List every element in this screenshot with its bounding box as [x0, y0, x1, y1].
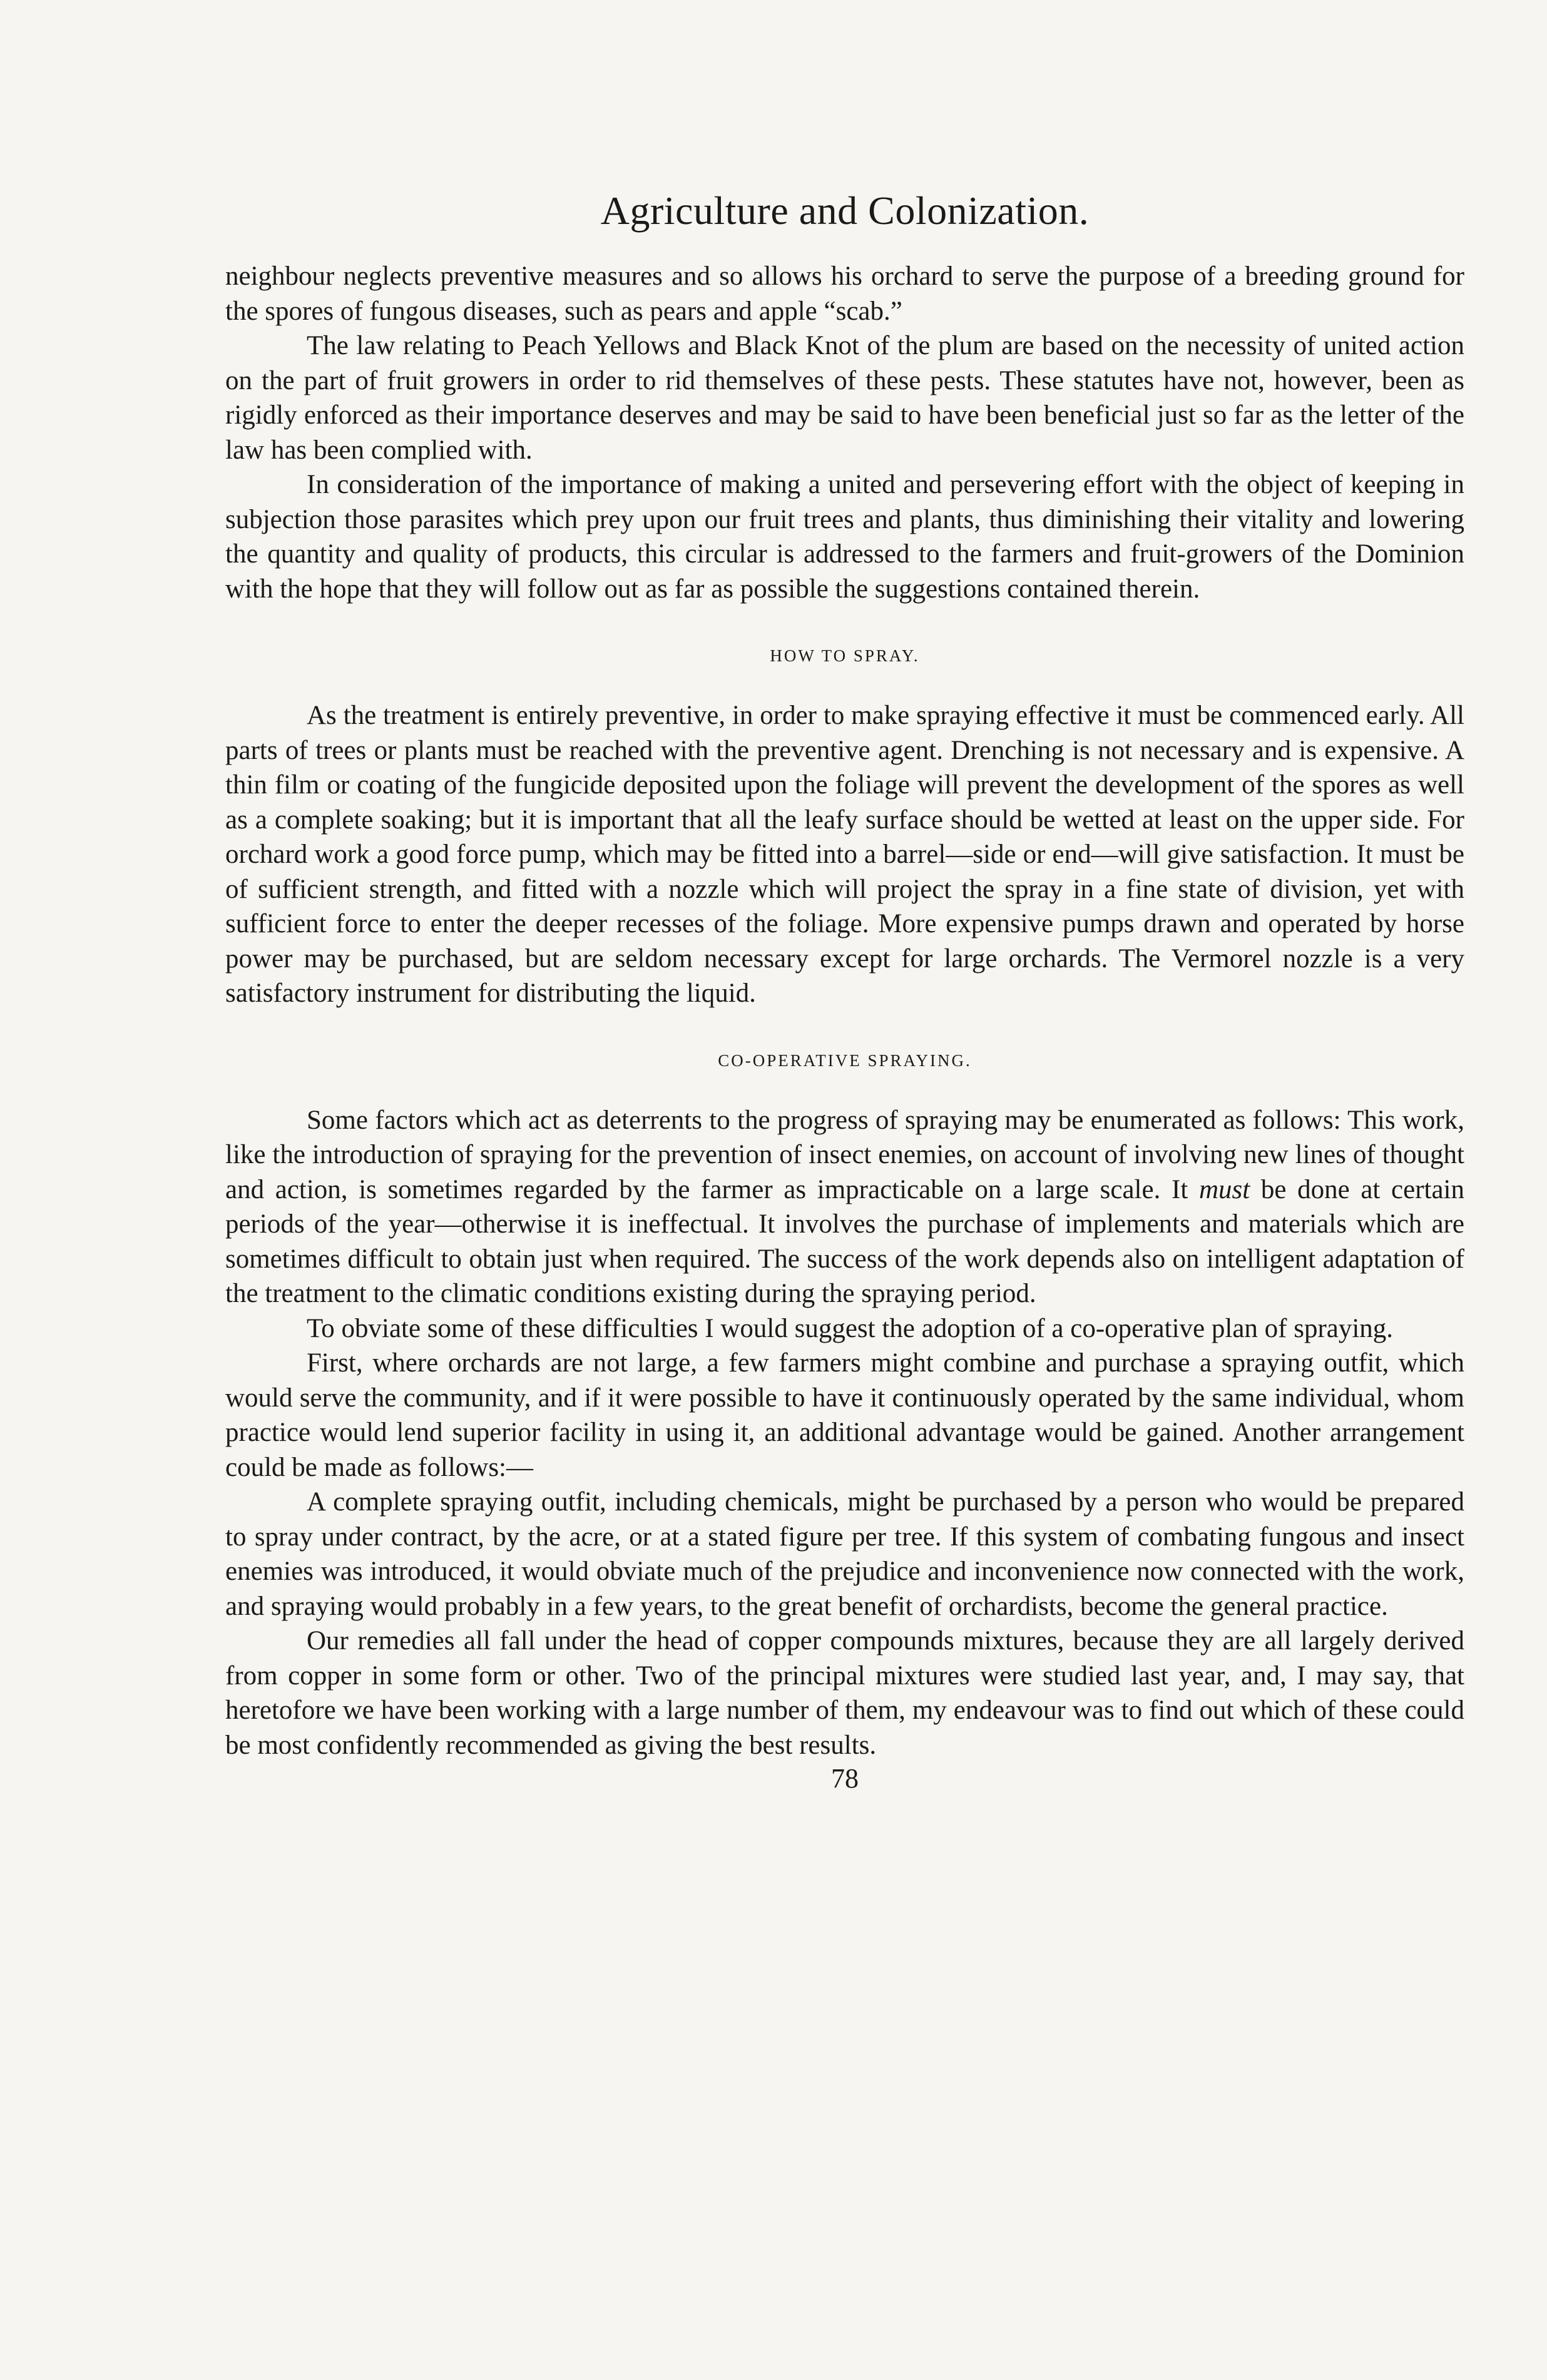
- running-title: Agriculture and Colonization.: [600, 188, 1090, 233]
- paragraph-continuation: neighbour neglects preventive measures and so allows his orchard to serve the purpose of a breeding ground for the spores of fungous diseases, such as pears and apple “scab.”: [225, 262, 1464, 326]
- paragraph-shared-outfit: First, where orchards are not large, a few farmers might combine and purchase a spraying outfit, which would serve the community, and if it were possible to have it continuously operated by the same individual, whom practice would lend superior facility in using it, an additional advantage would be gained. Another arrangement could be made as follows:—: [225, 1348, 1464, 1482]
- paragraph-cooperative-plan: To obviate some of these difficulties I would suggest the adoption of a co-operative plan of spraying.: [307, 1313, 1394, 1343]
- section-heading-how-to-spray: HOW TO SPRAY.: [770, 646, 920, 665]
- paragraph-peach-yellows-law: The law relating to Peach Yellows and Black Knot of the plum are based on the necessity of united action on the part of fruit growers in order to rid themselves of these pests. These statutes have not, however, been as rigidly enforced as their importance deserves and may be said to have been beneficial just so far as the letter of the law has been complied with.: [225, 331, 1464, 465]
- deterrents-text-end: be done at certain periods of the year—otherwise it is ineffectual. It involves the purchase of implements and materials which are sometimes difficult to obtain just when required. The success of the work depends also on intelligent adaptation of the treatment to the climatic conditions existing during the spraying period.: [225, 1174, 1464, 1308]
- paragraph-copper-compounds: Our remedies all fall under the head of copper compounds mixtures, because they are all largely derived from copper in some form or other. Two of the principal mixtures were studied last year, and, I may say, that heretofore we have been working with a large number of them, my endeavour was to find out which of these could be most confidently recommended as giving the best results.: [225, 1626, 1464, 1760]
- deterrents-text-start: Some factors which act as deterrents to the progress of spraying may be enumerated as follows: This work, like the introduction of spraying for the prevention of insect enemies, on account of involving new lines of thought and action, is sometimes regarded by the farmer as impracticable on a large scale. It: [225, 1105, 1464, 1204]
- emphasis-must: must: [1198, 1174, 1250, 1204]
- section-heading-cooperative-spraying: CO-OPERATIVE SPRAYING.: [718, 1050, 972, 1070]
- document-page: [225, 188, 1464, 1794]
- page-number: 78: [831, 1763, 859, 1794]
- paragraph-deterrents: [225, 1103, 1464, 1311]
- paragraph-spray-treatment: As the treatment is entirely preventive, in order to make spraying effective it must be commenced early. All parts of trees or plants must be reached with the preventive agent. Drenching is not necessary and is expensive. A thin film or coating of the fungicide deposited upon the foliage will prevent the development of the spores as well as a complete soaking; but it is important that all the leafy surface should be wetted at least on the upper side. For orchard work a good force pump, which may be fitted into a barrel—side or end—will give satisfaction. It must be of sufficient strength, and fitted with a nozzle which will project the spray in a fine state of division, yet with sufficient force to enter the deeper recesses of the foliage. More expensive pumps drawn and operated by horse power may be purchased, but are seldom necessary except for large orchards. The Vermorel nozzle is a very satisfactory instrument for distributing the liquid.: [225, 701, 1464, 1008]
- paragraph-contract-spraying: A complete spraying outfit, including chemicals, might be purchased by a person who would be prepared to spray under contract, by the acre, or at a stated figure per tree. If this system of combating fungous and insect enemies was introduced, it would obviate much of the prejudice and inconvenience now connected with the work, and spraying would probably in a few years, to the great benefit of orchardists, become the general practice.: [225, 1487, 1464, 1621]
- paragraph-circular-purpose: In consideration of the importance of making a united and persevering effort with the object of keeping in subjection those parasites which prey upon our fruit trees and plants, thus diminishing their vitality and lowering the quantity and quality of products, this circular is addressed to the farmers and fruit-growers of the Dominion with the hope that they will follow out as far as possible the suggestions contained therein.: [225, 470, 1464, 604]
